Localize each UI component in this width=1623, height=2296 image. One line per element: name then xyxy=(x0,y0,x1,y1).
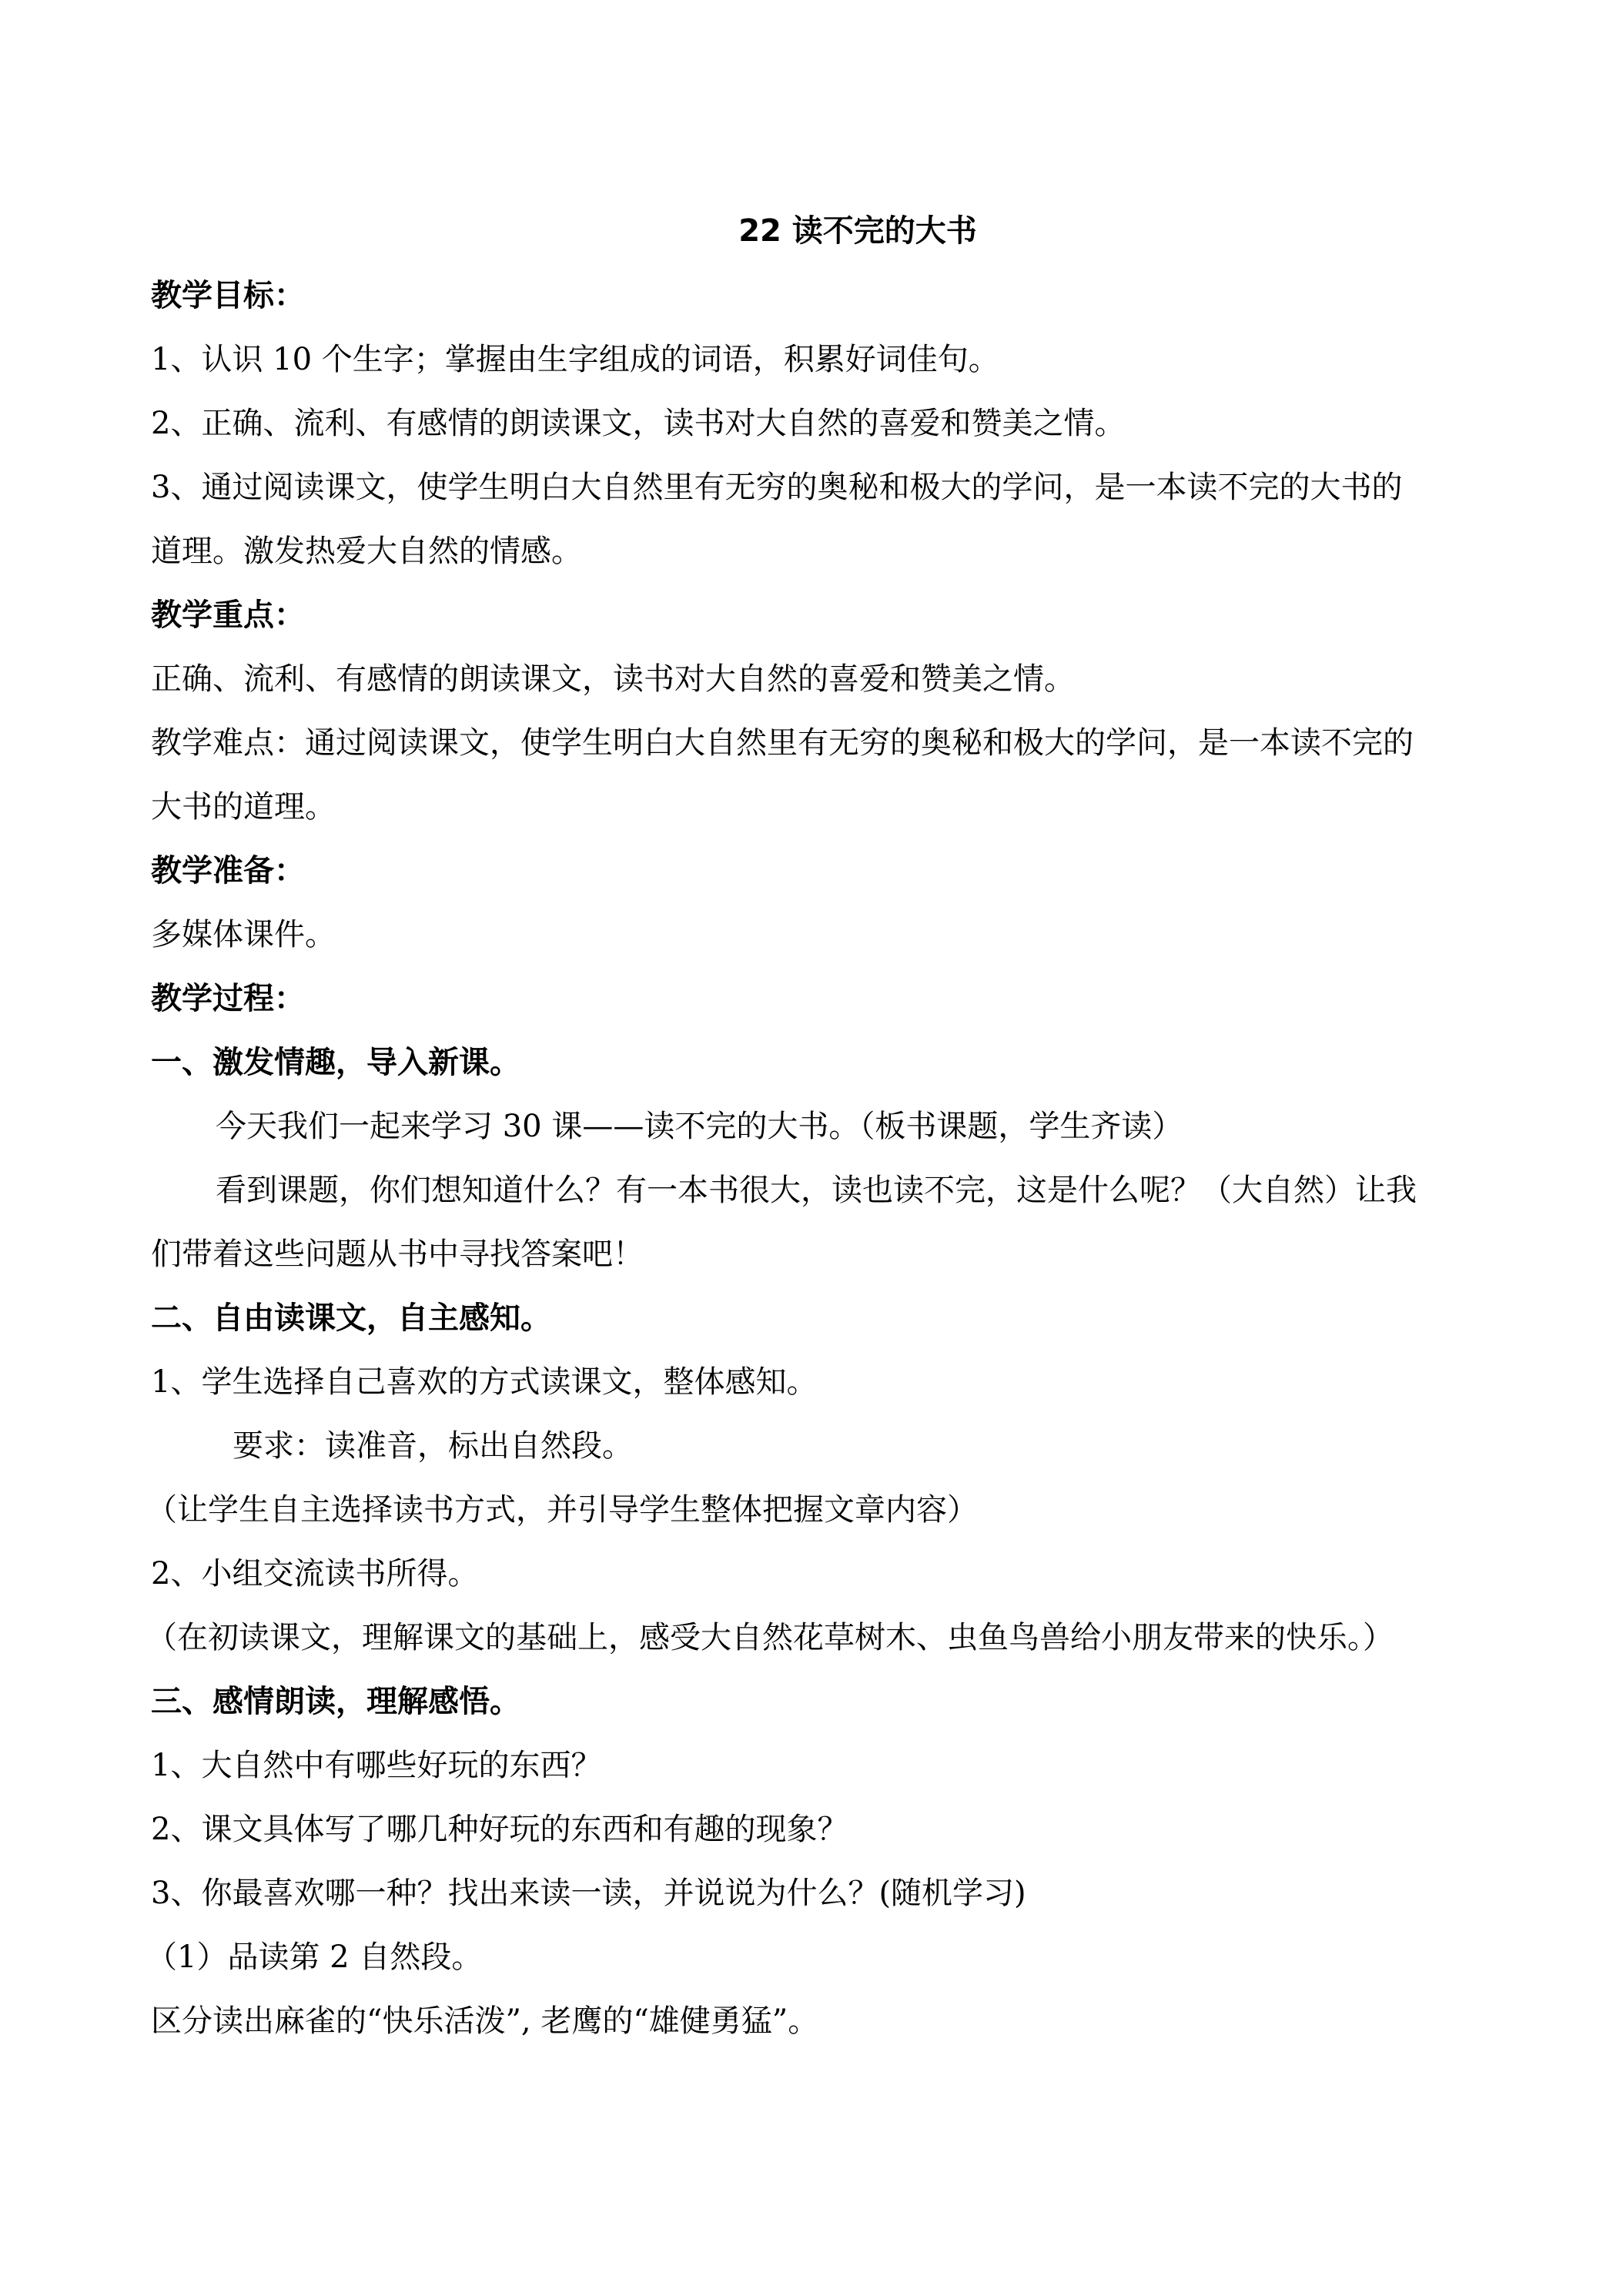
text-line: 们带着这些问题从书中寻找答案吧！ xyxy=(151,1237,644,1272)
text-line: 看到课题，你们想知道什么？有一本书很大，读也读不完，这是什么呢？（大自然）让我 xyxy=(216,1173,1417,1208)
text-line: 1、认识 10 个生字；掌握由生字组成的词语，积累好词佳句。 xyxy=(151,342,999,377)
heading-key-points: 教学重点： xyxy=(151,597,305,633)
text-line: 正确、流利、有感情的朗读课文，读书对大自然的喜爱和赞美之情。 xyxy=(151,661,1075,697)
text-line: 1、学生选择自己喜欢的方式读课文，整体感知。 xyxy=(151,1364,818,1400)
text-line: 大书的道理。 xyxy=(151,789,336,825)
text-line: 要求：读准音，标出自然段。 xyxy=(233,1428,633,1464)
text-line: （1）品读第 2 自然段。 xyxy=(146,1940,483,1975)
text-line: 3、你最喜欢哪一种？找出来读一读，并说说为什么？(随机学习) xyxy=(151,1876,1026,1911)
heading-teaching-goals: 教学目标： xyxy=(151,278,305,313)
text-line: 3、通过阅读课文，使学生明白大自然里有无穷的奥秘和极大的学问，是一本读不完的大书的 xyxy=(151,470,1403,505)
text-line: 区分读出麻雀的“快乐活泼”, 老鹰的“雄健勇猛”。 xyxy=(151,2003,819,2039)
text-line: 今天我们一起来学习 30 课——读不完的大书。（板书课题，学生齐读） xyxy=(216,1109,1183,1144)
text-line: 2、小组交流读书所得。 xyxy=(151,1556,479,1591)
text-line: （让学生自主选择读书方式，并引导学生整体把握文章内容） xyxy=(146,1492,978,1528)
heading-preparation: 教学准备： xyxy=(151,853,305,889)
section-heading-3: 三、感情朗读，理解感悟。 xyxy=(151,1684,520,1719)
text-line: （在初读课文，理解课文的基础上，感受大自然花草树木、虫鱼鸟兽给小朋友带来的快乐。） xyxy=(146,1620,1394,1655)
text-line: 教学难点：通过阅读课文，使学生明白大自然里有无穷的奥秘和极大的学问，是一本读不完的 xyxy=(151,725,1414,761)
text-line: 1、大自然中有哪些好玩的东西？ xyxy=(151,1748,602,1783)
text-line: 2、正确、流利、有感情的朗读课文，读书对大自然的喜爱和赞美之情。 xyxy=(151,406,1126,441)
text-line: 道理。激发热爱大自然的情感。 xyxy=(151,534,582,569)
heading-process: 教学过程： xyxy=(151,981,305,1016)
section-heading-1: 一、激发情趣，导入新课。 xyxy=(151,1045,520,1080)
section-heading-2: 二、自由读课文，自主感知。 xyxy=(151,1300,551,1336)
document-title: 22 读不完的大书 xyxy=(738,213,977,249)
text-line: 2、课文具体写了哪几种好玩的东西和有趣的现象？ xyxy=(151,1812,848,1847)
text-line: 多媒体课件。 xyxy=(151,917,336,952)
